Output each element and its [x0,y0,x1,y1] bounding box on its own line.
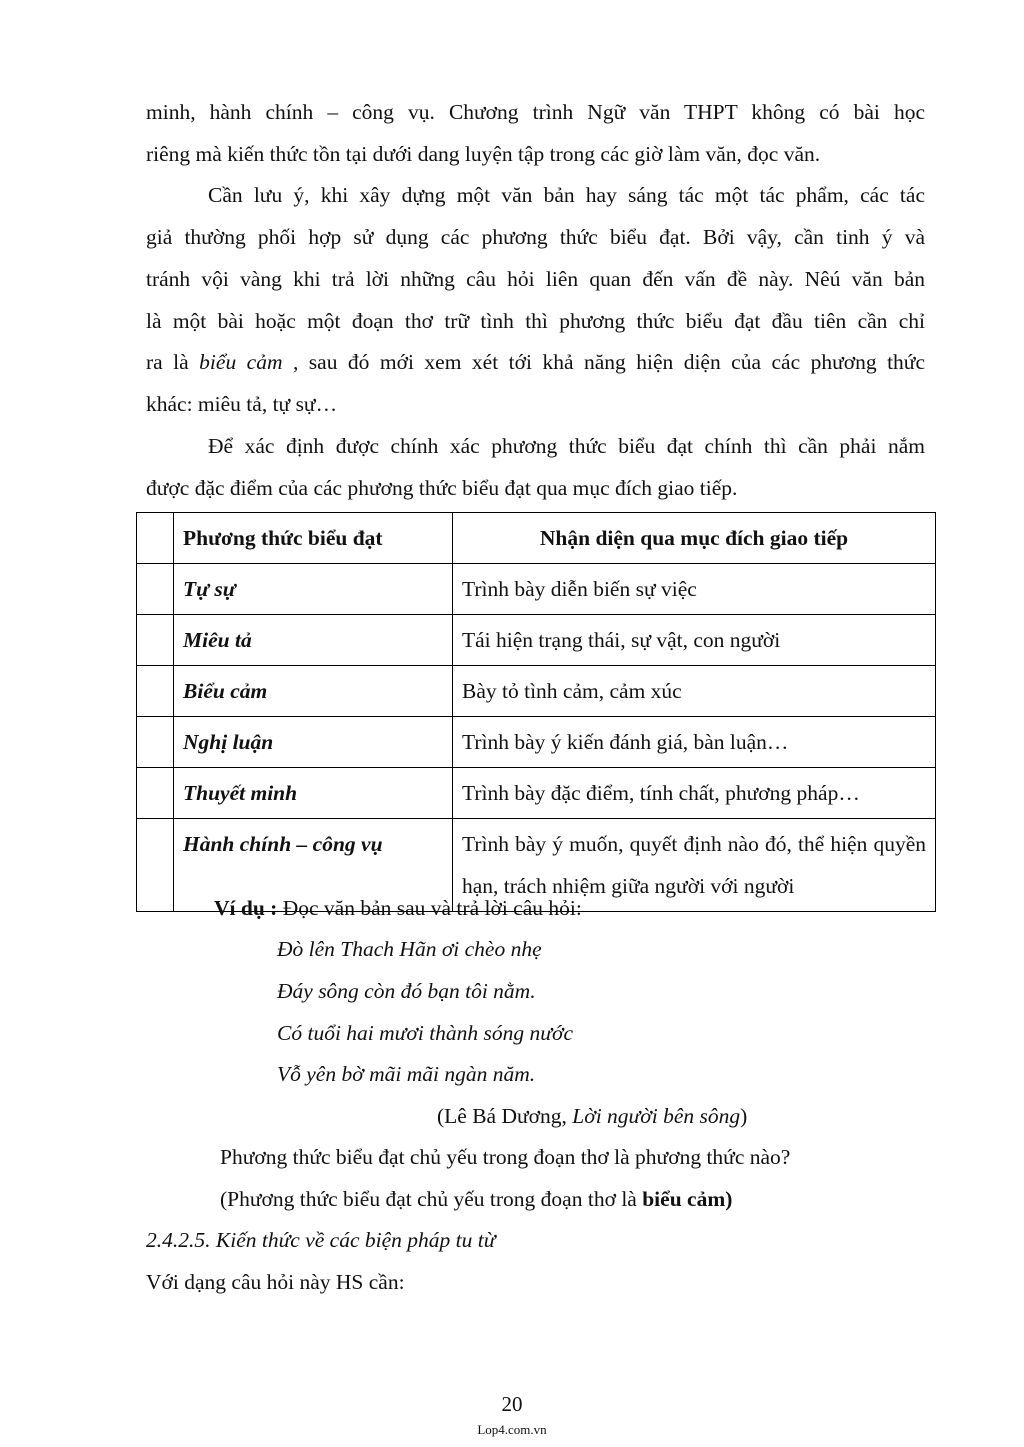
question-line: Phương thức biểu đạt chủ yếu trong đoạn thơ là phương thức nào? [220,1145,791,1169]
example-label: Ví dụ : [214,896,278,920]
table-row [137,717,936,768]
table-cell-blank [137,564,174,615]
example-line [214,898,582,920]
example-instruction: Đọc văn bản sau và trả lời câu hỏi: [277,896,582,920]
text-run: sau đó mới xem xét tới khả năng hiện diện của các phương thức [298,350,925,374]
table-row [137,768,936,819]
table-cell-method: Hành chính – công vụ [174,819,453,912]
poem-line: Vỗ yên bờ mãi mãi ngàn năm. [277,1062,536,1086]
table-cell-blank [137,666,174,717]
text-run: (Lê Bá Dương, [437,1104,573,1128]
paragraph-line: Cần lưu ý, khi xây dựng một văn bản hay sáng tác một tác phẩm, các tác [208,183,925,207]
italic-term: biểu cảm , [199,350,299,374]
table-cell-method: Nghị luận [174,717,453,768]
text-run: (Phương thức biểu đạt chủ yếu trong đoạn thơ là [220,1187,643,1211]
table-header-purpose: Nhận diện qua mục đích giao tiếp [453,513,936,564]
table-row [137,564,936,615]
table-cell-purpose: Trình bày diễn biến sự việc [453,564,936,615]
paragraph-line: Để xác định được chính xác phương thức biểu đạt chính thì cần phải nắm [208,434,925,458]
answer-line [220,1189,732,1211]
table-cell-purpose: Trình bày đặc điểm, tính chất, phương pháp… [453,768,936,819]
poem-line: Có tuổi hai mươi thành sóng nước [277,1021,574,1045]
text-run: ) [740,1104,748,1128]
table-header-method: Phương thức biểu đạt [174,513,453,564]
page-number: 20 [501,1392,523,1416]
section-heading: 2.4.2.5. Kiến thức về các biện pháp tu từ [146,1228,496,1252]
table-cell-blank [137,717,174,768]
table-cell-purpose: Trình bày ý muốn, quyết định nào đó, thể hiện quyền hạn, trách nhiệm giữa người với người [453,819,936,912]
poem-line: Đò lên Thach Hãn ơi chèo nhẹ [277,937,542,961]
poem-source [437,1106,747,1128]
answer-bold: biểu cảm) [642,1187,733,1211]
table-cell-purpose: Trình bày ý kiến đánh giá, bàn luận… [453,717,936,768]
table-cell-method: Tự sự [174,564,453,615]
table-cell-blank [137,768,174,819]
paragraph-line: khác: miêu tả, tự sự… [146,392,338,416]
paragraph-line: riêng mà kiến thức tồn tại dưới dang luyện tập trong các giờ làm văn, đọc văn. [146,142,821,166]
paragraph-line-mixed [146,352,925,374]
text-run: ra là [146,350,200,374]
paragraph-line: minh, hành chính – công vụ. Chương trình Ngữ văn THPT không có bài học [146,100,925,124]
table-cell-method: Thuyết minh [174,768,453,819]
table-cell-blank [137,513,174,564]
table-cell-blank [137,615,174,666]
table-cell-method: Miêu tả [174,615,453,666]
paragraph-line: giả thường phối hợp sử dụng các phương thức biểu đạt. Bởi vậy, cần tinh ý và [146,225,925,249]
paragraph-line: là một bài hoặc một đoạn thơ trữ tình thì phương thức biểu đạt đầu tiên cần chỉ [146,309,925,333]
section-intro: Với dạng câu hỏi này HS cần: [146,1270,405,1294]
table-cell-blank [137,819,174,912]
methods-table [136,512,936,912]
table-row [137,615,936,666]
table-cell-method: Biểu cảm [174,666,453,717]
table-row [137,666,936,717]
poem-line: Đáy sông còn đó bạn tôi nằm. [277,979,536,1003]
paragraph-line: được đặc điểm của các phương thức biểu đạt qua mục đích giao tiếp. [146,476,738,500]
table-header-row [137,513,936,564]
footer-source: Lop4.com.vn [477,1422,547,1437]
paragraph-line: tránh vội vàng khi trả lời những câu hỏi liên quan đến vấn đề này. Nêú văn bản [146,267,925,291]
table-cell-purpose: Tái hiện trạng thái, sự vật, con người [453,615,936,666]
table-cell-purpose: Bày tỏ tình cảm, cảm xúc [453,666,936,717]
poem-title: Lời người bên sông [572,1104,741,1128]
